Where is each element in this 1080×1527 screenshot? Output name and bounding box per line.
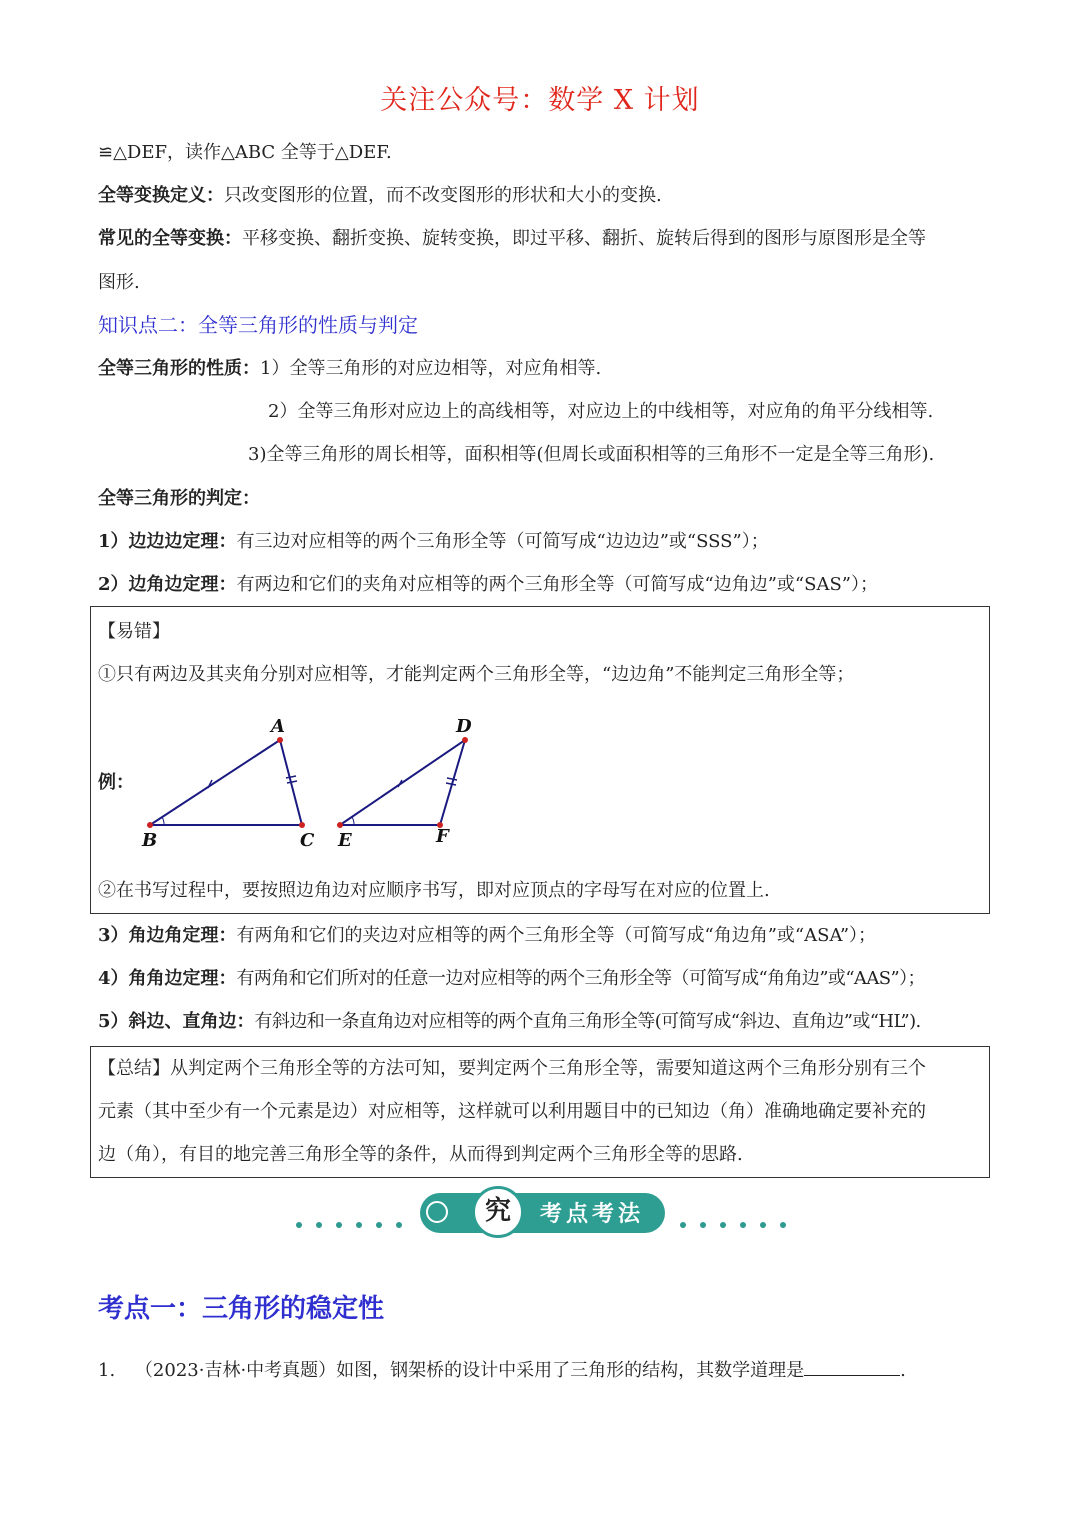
transform-definition	[98, 183, 662, 209]
rule-label: 2）边角边定理：	[98, 574, 237, 595]
question-number: 1.	[98, 1360, 116, 1381]
vertex-label-a: A	[271, 716, 285, 737]
rule-sss	[98, 529, 769, 555]
example-label: 例：	[98, 772, 134, 793]
mistake-point-2: ②在书写过程中，要按照边角边对应顺序书写，即对应顶点的字母写在对应的位置上.	[98, 880, 770, 901]
section-title: 知识点二：全等三角形的性质与判定	[98, 313, 418, 337]
banner-dots-left	[296, 1218, 406, 1232]
common-text-cont: 图形.	[98, 272, 140, 293]
triangle-figure	[130, 710, 500, 855]
rule-label: 5）斜边、直角边：	[98, 1011, 255, 1032]
summary-line-1: 【总结】从判定两个三角形全等的方法可知，要判定两个三角形全等，需要知道这两个三角形分别有三个	[98, 1058, 926, 1079]
properties-label: 全等三角形的性质：	[98, 358, 260, 379]
question-text: （2023·吉林·中考真题）如图，钢架桥的设计中采用了三角形的结构，其数学道理是	[134, 1360, 805, 1381]
intro-line: ≌△DEF，读作△ABC 全等于△DEF.	[98, 142, 392, 163]
vertex-label-d: D	[456, 716, 472, 737]
vertex-label-e: E	[338, 830, 352, 851]
rule-label: 4）角角边定理：	[98, 968, 237, 989]
banner-dots-right	[680, 1218, 790, 1232]
triangle-abc	[147, 737, 305, 828]
summary-line-3: 边（角），有目的地完善三角形全等的条件，从而得到判定两个三角形全等的思路.	[98, 1144, 743, 1165]
rule-text: 有斜边和一条直角边对应相等的两个直角三角形全等(可简写成“斜边、直角边”或“HL”).	[254, 1011, 921, 1032]
question-1	[98, 1357, 906, 1384]
property-3: 3)全等三角形的周长相等，面积相等(但周长或面积相等的三角形不一定是全等三角形).	[248, 444, 935, 465]
common-transform	[98, 226, 926, 252]
vertex-label-b: B	[142, 830, 158, 851]
vertex-label-f: F	[436, 826, 449, 847]
rule-label: 3）角边角定理：	[98, 925, 237, 946]
rule-aas	[98, 966, 925, 992]
mistake-title: 【易错】	[98, 621, 170, 642]
summary-line-2: 元素（其中至少有一个元素是边）对应相等，这样就可以利用题目中的已知边（角）准确地确定要补充的	[98, 1101, 926, 1122]
judgement-label: 全等三角形的判定：	[98, 488, 260, 509]
answer-blank[interactable]	[804, 1357, 900, 1376]
rule-hl	[98, 1009, 921, 1035]
rule-text: 有三边对应相等的两个三角形全等（可简写成“边边边”或“SSS”）；	[236, 531, 769, 552]
rule-label: 1）边边边定理：	[98, 531, 237, 552]
property-2: 2）全等三角形对应边上的高线相等，对应边上的中线相等，对应角的角平分线相等.	[268, 401, 934, 422]
rule-asa	[98, 923, 876, 949]
exam-point-title: 考点一：三角形的稳定性	[98, 1294, 385, 1324]
common-label: 常见的全等变换：	[98, 228, 242, 249]
rule-text: 有两角和它们的夹边对应相等的两个三角形全等（可简写成“角边角”或“ASA”）；	[236, 925, 877, 946]
vertex-label-c: C	[300, 830, 315, 851]
page-header: 关注公众号：数学 X 计划	[380, 85, 700, 116]
target-icon	[426, 1201, 448, 1223]
study-icon: 究	[472, 1186, 524, 1238]
property-1: 1）全等三角形的对应边相等，对应角相等.	[260, 358, 602, 379]
banner-label: 考点考法	[540, 1202, 645, 1227]
triangle-def	[337, 737, 468, 828]
properties-line	[98, 356, 601, 382]
rule-sas	[98, 572, 878, 598]
rule-text: 有两角和它们所对的任意一边对应相等的两个三角形全等（可简写成“角角边”或“AAS”）；	[236, 968, 925, 989]
mistake-point-1: ①只有两边及其夹角分别对应相等，才能判定两个三角形全等，“边边角”不能判定三角形全等；	[98, 664, 855, 685]
rule-text: 有两边和它们的夹角对应相等的两个三角形全等（可简写成“边角边”或“SAS”）；	[236, 574, 878, 595]
transform-def-text: 只改变图形的位置，而不改变图形的形状和大小的变换.	[224, 185, 662, 206]
question-end: .	[900, 1360, 906, 1381]
common-text: 平移变换、翻折变换、旋转变换，即过平移、翻折、旋转后得到的图形与原图形是全等	[242, 228, 926, 249]
transform-def-label: 全等变换定义：	[98, 185, 224, 206]
